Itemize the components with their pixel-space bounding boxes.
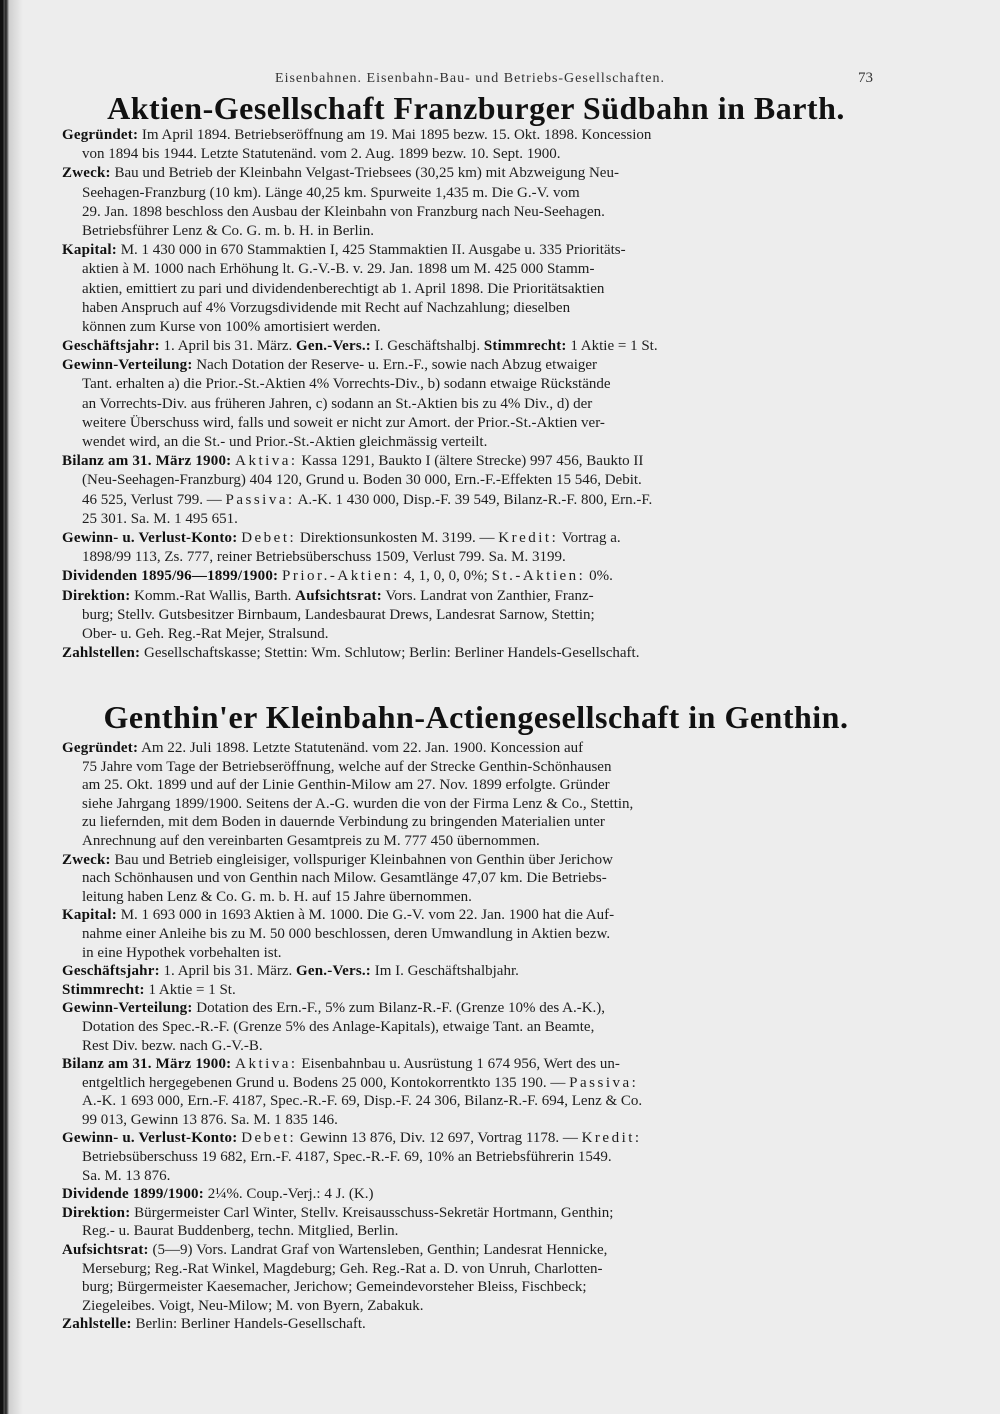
spaced-term: Prior.-Aktien: [281, 568, 400, 585]
field-text: Bau und Betrieb eingleisiger, vollspuriger Kleinbahnen von Genthin über Jerichow [110, 851, 613, 868]
field-text: Komm.-Rat Wallis, Barth. [130, 587, 296, 604]
text-line [62, 1148, 890, 1167]
field-text: Im April 1894. Betriebseröffnung am 19. Mai 1895 bezw. 15. Okt. 1898. Koncession [138, 127, 652, 143]
field-text: zu liefernden, mit dem Boden in dauernde Verbindung zu bringenden Materialien unter [82, 814, 605, 831]
text-line [62, 164, 890, 183]
field-text: Vortrag a. [558, 529, 621, 546]
text-line [62, 625, 890, 644]
field-text: haben Anspruch auf 4% Vorzugsdividende mit Recht auf Nachzahlung; dieselben [82, 299, 571, 316]
text-line [62, 1260, 890, 1279]
spaced-term: Aktiva: [235, 453, 298, 470]
field-label: Geschäftsjahr: [62, 338, 160, 355]
field-label: Bilanz am 31. März 1900: [62, 1056, 232, 1073]
field-text: Im I. Geschäftshalbjahr. [371, 963, 519, 980]
field-text: 1. April bis 31. März. [159, 338, 297, 355]
field-label: Zweck: [62, 165, 111, 182]
text-line [62, 222, 890, 241]
entry-paragraph [62, 529, 890, 567]
field-text: 29. Jan. 1898 beschloss den Ausbau der Kleinbahn von Franzburg nach Neu-Seehagen. [82, 203, 605, 220]
spaced-term: Kredit: [581, 1130, 642, 1147]
field-text: (5—9) Vors. Landrat Graf von Wartensleben, Genthin; Landesrat Hennicke, [148, 1242, 608, 1259]
field-label: Stimmrecht: [483, 338, 567, 355]
text-line [62, 337, 890, 356]
scan-binding-shadow [9, 0, 23, 1414]
scan-binding-edge [0, 0, 9, 1414]
text-line [62, 145, 890, 164]
text-line [62, 981, 890, 1000]
field-text: wendet wird, an die St.- und Prior.-St.-Aktien gleichmässig verteilt. [82, 434, 488, 450]
field-text: Ziegeleibes. Voigt, Neu-Milow; M. von Byern, Zabakuk. [82, 1297, 424, 1314]
field-text: 4, 1, 0, 0, 0%; [399, 568, 492, 585]
field-label: Gewinn- u. Verlust-Konto: [62, 529, 238, 546]
entry-paragraph [62, 999, 890, 1055]
field-text: Vors. Landrat von Zanthier, Franz- [381, 587, 594, 604]
text-line [62, 758, 890, 777]
field-text: Gesellschaftskasse; Stettin: Wm. Schlutow; Berlin: Berliner Handels-Gesellschaft. [140, 645, 640, 662]
field-text: 0%. [585, 568, 613, 585]
field-text: 1898/99 113, Zs. 777, reiner Betriebsüberschuss 1509, Verlust 799. Sa. M. 3199. [82, 549, 566, 566]
text-line [62, 1018, 890, 1037]
text-line [62, 888, 890, 907]
field-text: 75 Jahre vom Tage der Betriebseröffnung, welche auf der Strecke Genthin-Schönhausen [82, 758, 612, 775]
spaced-term: Aktiva: [235, 1056, 298, 1073]
text-line [62, 567, 890, 586]
entry-paragraph [62, 356, 890, 452]
text-line [62, 433, 890, 452]
entry-paragraph [62, 567, 890, 586]
entry-paragraph [62, 1129, 890, 1185]
entry-paragraph [62, 644, 890, 663]
field-text: 1. April bis 31. März. [159, 963, 297, 980]
field-label: Zahlstellen: [62, 645, 141, 662]
text-line [62, 241, 890, 260]
field-text: aktien, emittiert zu pari und dividendenberechtigt ab 1. April 1898. Die Prioritätsaktien [82, 280, 605, 297]
field-label: Aufsichtsrat: [295, 587, 382, 604]
spaced-term: Passiva: [225, 491, 295, 508]
field-text: 99 013, Gewinn 13 876. Sa. M. 1 835 146. [82, 1111, 338, 1128]
entry-paragraph [62, 337, 890, 356]
text-line [62, 1222, 890, 1241]
field-text: 46 525, Verlust 799. — [82, 491, 226, 508]
field-label: Direktion: [62, 1204, 131, 1221]
field-text: leitung haben Lenz & Co. G. m. b. H. auf 15 Jahre übernommen. [82, 888, 472, 905]
field-label: Dividenden 1895/96—1899/1900: [62, 568, 279, 585]
text-line [62, 299, 890, 318]
text-line [62, 126, 890, 145]
text-line [62, 851, 890, 870]
field-text: 2¼%. Coup.-Verj.: 4 J. (K.) [203, 1186, 374, 1203]
field-label: Kapital: [62, 907, 117, 924]
text-line [62, 1167, 890, 1186]
text-line [62, 414, 890, 433]
entry-paragraph [62, 1185, 890, 1204]
field-text: Am 22. Juli 1898. Letzte Statutenänd. vom 22. Jan. 1900. Koncession auf [138, 740, 584, 756]
field-text: M. 1 430 000 in 670 Stammaktien I, 425 Stammaktien II. Ausgabe u. 335 Prioritäts- [116, 242, 626, 259]
text-line [62, 510, 890, 529]
text-line [62, 1241, 890, 1260]
text-line [62, 1092, 890, 1111]
entry-paragraph [62, 981, 890, 1000]
text-line [62, 529, 890, 548]
field-text: Ober- u. Geh. Reg.-Rat Mejer, Stralsund. [82, 625, 329, 642]
entry-paragraph [62, 126, 890, 164]
text-line [62, 356, 890, 375]
field-label: Geschäftsjahr: [62, 963, 160, 980]
text-line [62, 606, 890, 625]
company-entry-genthiner-kleinbahn [62, 739, 890, 1334]
field-text: am 25. Okt. 1899 und auf der Linie Genthin-Milow am 27. Nov. 1899 erfolgte. Gründer [82, 777, 610, 794]
field-label: Gen.-Vers.: [296, 338, 371, 355]
field-label: Gewinn-Verteilung: [62, 1000, 193, 1017]
text-line [62, 925, 890, 944]
text-line [62, 776, 890, 795]
company-entry-franzburger-suedbahn [62, 126, 890, 663]
text-line [62, 739, 890, 758]
spaced-term: Debet: [241, 1130, 297, 1147]
entry-paragraph [62, 1241, 890, 1315]
field-text: Nach Dotation der Reserve- u. Ern.-F., sowie nach Abzug etwaiger [192, 357, 598, 374]
field-text: Gewinn 13 876, Div. 12 697, Vortrag 1178. — [296, 1130, 582, 1147]
text-line [62, 1129, 890, 1148]
entry-paragraph [62, 1055, 890, 1129]
field-label: Gegründet: [62, 740, 139, 756]
text-line [62, 395, 890, 414]
field-label: Gen.-Vers.: [296, 963, 371, 980]
field-label: Direktion: [62, 587, 131, 604]
field-text: Tant. erhalten a) die Prior.-St.-Aktien 4% Vorrechts-Div., b) sodann etwaige Rückstände [82, 376, 611, 393]
entry-paragraph [62, 164, 890, 241]
text-line [62, 906, 890, 925]
field-label: Gewinn- u. Verlust-Konto: [62, 1130, 238, 1147]
field-text: (Neu-Seehagen-Franzburg) 404 120, Grund u. Boden 30 000, Ern.-F.-Effekten 15 546, Debit. [82, 472, 642, 489]
field-text: Betriebsführer Lenz & Co. G. m. b. H. in Berlin. [82, 222, 375, 239]
field-label: Kapital: [62, 242, 117, 259]
company-title-genthiner-kleinbahn: Genthin'er Kleinbahn-Actiengesellschaft in Genthin. [103, 699, 849, 735]
text-line [62, 813, 890, 832]
text-line [62, 1297, 890, 1316]
text-line [62, 375, 890, 394]
field-text: Anrechnung auf den vereinbarten Gesamtpreis zu M. 777 450 übernommen. [82, 832, 540, 849]
text-line [62, 644, 890, 663]
field-text: an Vorrechts-Div. aus früheren Jahren, c) sodann an St.-Aktien bis zu 4% Div., d) der [82, 395, 593, 412]
field-label: Gegründet: [62, 127, 139, 143]
entry-paragraph [62, 851, 890, 907]
entry-paragraph [62, 241, 890, 337]
text-line [62, 452, 890, 471]
text-line [62, 999, 890, 1018]
company-title-franzburger-suedbahn: Aktien-Gesellschaft Franzburger Südbahn in Barth. [107, 90, 845, 126]
field-text: Merseburg; Reg.-Rat Winkel, Magdeburg; Geh. Reg.-Rat a. D. von Unruh, Charlotten- [82, 1260, 603, 1277]
page-number: 73 [858, 70, 873, 86]
text-line [62, 795, 890, 814]
field-text: Berlin: Berliner Handels-Gesellschaft. [131, 1316, 366, 1333]
field-text: 25 301. Sa. M. 1 495 651. [82, 510, 238, 527]
field-label: Dividende 1899/1900: [62, 1186, 204, 1203]
running-head: Eisenbahnen. Eisenbahn-Bau- und Betriebs-Gesellschaften. [275, 71, 665, 86]
text-line [62, 1185, 890, 1204]
field-text: Reg.- u. Baurat Buddenberg, techn. Mitglied, Berlin. [82, 1223, 399, 1240]
field-text: Betriebsüberschuss 19 682, Ern.-F. 4187, Spec.-R.-F. 69, 10% an Betriebsführerin 1549. [82, 1149, 612, 1166]
field-text: aktien à M. 1000 nach Erhöhung lt. G.-V.-B. v. 29. Jan. 1898 um M. 425 000 Stamm- [82, 261, 595, 278]
text-line [62, 1074, 890, 1093]
spaced-term: St.-Aktien: [491, 568, 586, 585]
text-line [62, 203, 890, 222]
entry-paragraph [62, 587, 890, 645]
field-text: nach Schönhausen und von Genthin nach Milow. Gesamtlänge 47,07 km. Die Betriebs- [82, 870, 607, 887]
field-text: 1 Aktie = 1 St. [566, 338, 658, 355]
field-text: von 1894 bis 1944. Letzte Statutenänd. vom 2. Aug. 1899 bezw. 10. Sept. 1900. [82, 146, 561, 163]
text-line [62, 260, 890, 279]
field-text: A.-K. 1 693 000, Ern.-F. 4187, Spec.-R.-F. 69, Disp.-F. 24 306, Bilanz-R.-F. 694, Lenz & Co. [82, 1093, 643, 1110]
field-text: Sa. M. 13 876. [82, 1167, 171, 1184]
entry-paragraph [62, 906, 890, 962]
text-line [62, 1037, 890, 1056]
field-label: Zweck: [62, 851, 111, 868]
field-text: Dotation des Ern.-F., 5% zum Bilanz-R.-F. (Grenze 10% des A.-K.), [192, 1000, 606, 1017]
spaced-term: Passiva: [569, 1074, 639, 1091]
text-line [62, 1111, 890, 1130]
text-line [62, 184, 890, 203]
text-line [62, 962, 890, 981]
text-line [62, 491, 890, 510]
field-text: nahme einer Anleihe bis zu M. 50 000 beschlossen, deren Umwandlung in Aktien bezw. [82, 925, 611, 942]
field-text: Seehagen-Franzburg (10 km). Länge 40,25 km. Spurweite 1,435 m. Die G.-V. vom [82, 184, 580, 201]
field-label: Bilanz am 31. März 1900: [62, 453, 232, 470]
spaced-term: Debet: [241, 529, 297, 546]
text-line [62, 869, 890, 888]
field-label: Gewinn-Verteilung: [62, 357, 193, 374]
field-label: Aufsichtsrat: [62, 1242, 149, 1259]
text-line [62, 548, 890, 567]
field-text: Eisenbahnbau u. Ausrüstung 1 674 956, Wert des un- [297, 1056, 620, 1073]
entry-paragraph [62, 1204, 890, 1241]
text-line [62, 587, 890, 606]
text-line [62, 1204, 890, 1223]
field-text: weitere Überschuss wird, falls und soweit er nicht zur Amort. der Prior.-St.-Aktien ver- [82, 414, 605, 431]
text-line [62, 1278, 890, 1297]
field-text: in eine Hypothek vorbehalten ist. [82, 944, 282, 961]
field-text: siehe Jahrgang 1899/1900. Seitens der A.-G. wurden die von der Firma Lenz & Co., Stettin, [82, 795, 634, 812]
text-line [62, 1055, 890, 1074]
text-line [62, 471, 890, 490]
entry-paragraph [62, 739, 890, 851]
entry-paragraph [62, 1315, 890, 1334]
text-line [62, 832, 890, 851]
field-text: Dotation des Spec.-R.-F. (Grenze 5% des Anlage-Kapitals), etwaige Tant. an Beamte, [82, 1018, 595, 1035]
spaced-term: Kredit: [498, 529, 559, 546]
field-text: Direktionsunkosten M. 3199. — [296, 529, 499, 546]
field-text: A.-K. 1 430 000, Disp.-F. 39 549, Bilanz-R.-F. 800, Ern.-F. [294, 491, 653, 508]
field-label: Zahlstelle: [62, 1316, 132, 1333]
field-text: Bürgermeister Carl Winter, Stellv. Kreisausschuss-Sekretär Hortmann, Genthin; [130, 1204, 614, 1221]
text-line [62, 944, 890, 963]
field-text: M. 1 693 000 in 1693 Aktien à M. 1000. Die G.-V. vom 22. Jan. 1900 hat die Auf- [116, 907, 615, 924]
text-line [62, 318, 890, 337]
field-text: Bau und Betrieb der Kleinbahn Velgast-Triebsees (30,25 km) mit Abzweigung Neu- [110, 165, 619, 182]
field-text: burg; Bürgermeister Kaesemacher, Jerichow; Gemeindevorsteher Bleiss, Fischbeck; [82, 1279, 587, 1296]
field-text: entgeltlich hergegebenen Grund u. Bodens 25 000, Kontokorrentkto 135 190. — [82, 1074, 570, 1091]
field-text: können zum Kurse von 100% amortisiert werden. [82, 318, 381, 335]
field-text: Rest Div. bezw. nach G.-V.-B. [82, 1037, 263, 1054]
field-label: Stimmrecht: [62, 981, 145, 998]
field-text: Kassa 1291, Baukto I (ältere Strecke) 997 456, Baukto II [297, 453, 644, 470]
entry-paragraph [62, 452, 890, 529]
field-text: I. Geschäftshalbj. [371, 338, 484, 355]
text-line [62, 280, 890, 299]
entry-paragraph [62, 962, 890, 981]
field-text: burg; Stellv. Gutsbesitzer Birnbaum, Landesbaurat Drews, Landesrat Sarnow, Stettin; [82, 606, 595, 623]
field-text: 1 Aktie = 1 St. [144, 981, 236, 998]
text-line [62, 1315, 890, 1334]
